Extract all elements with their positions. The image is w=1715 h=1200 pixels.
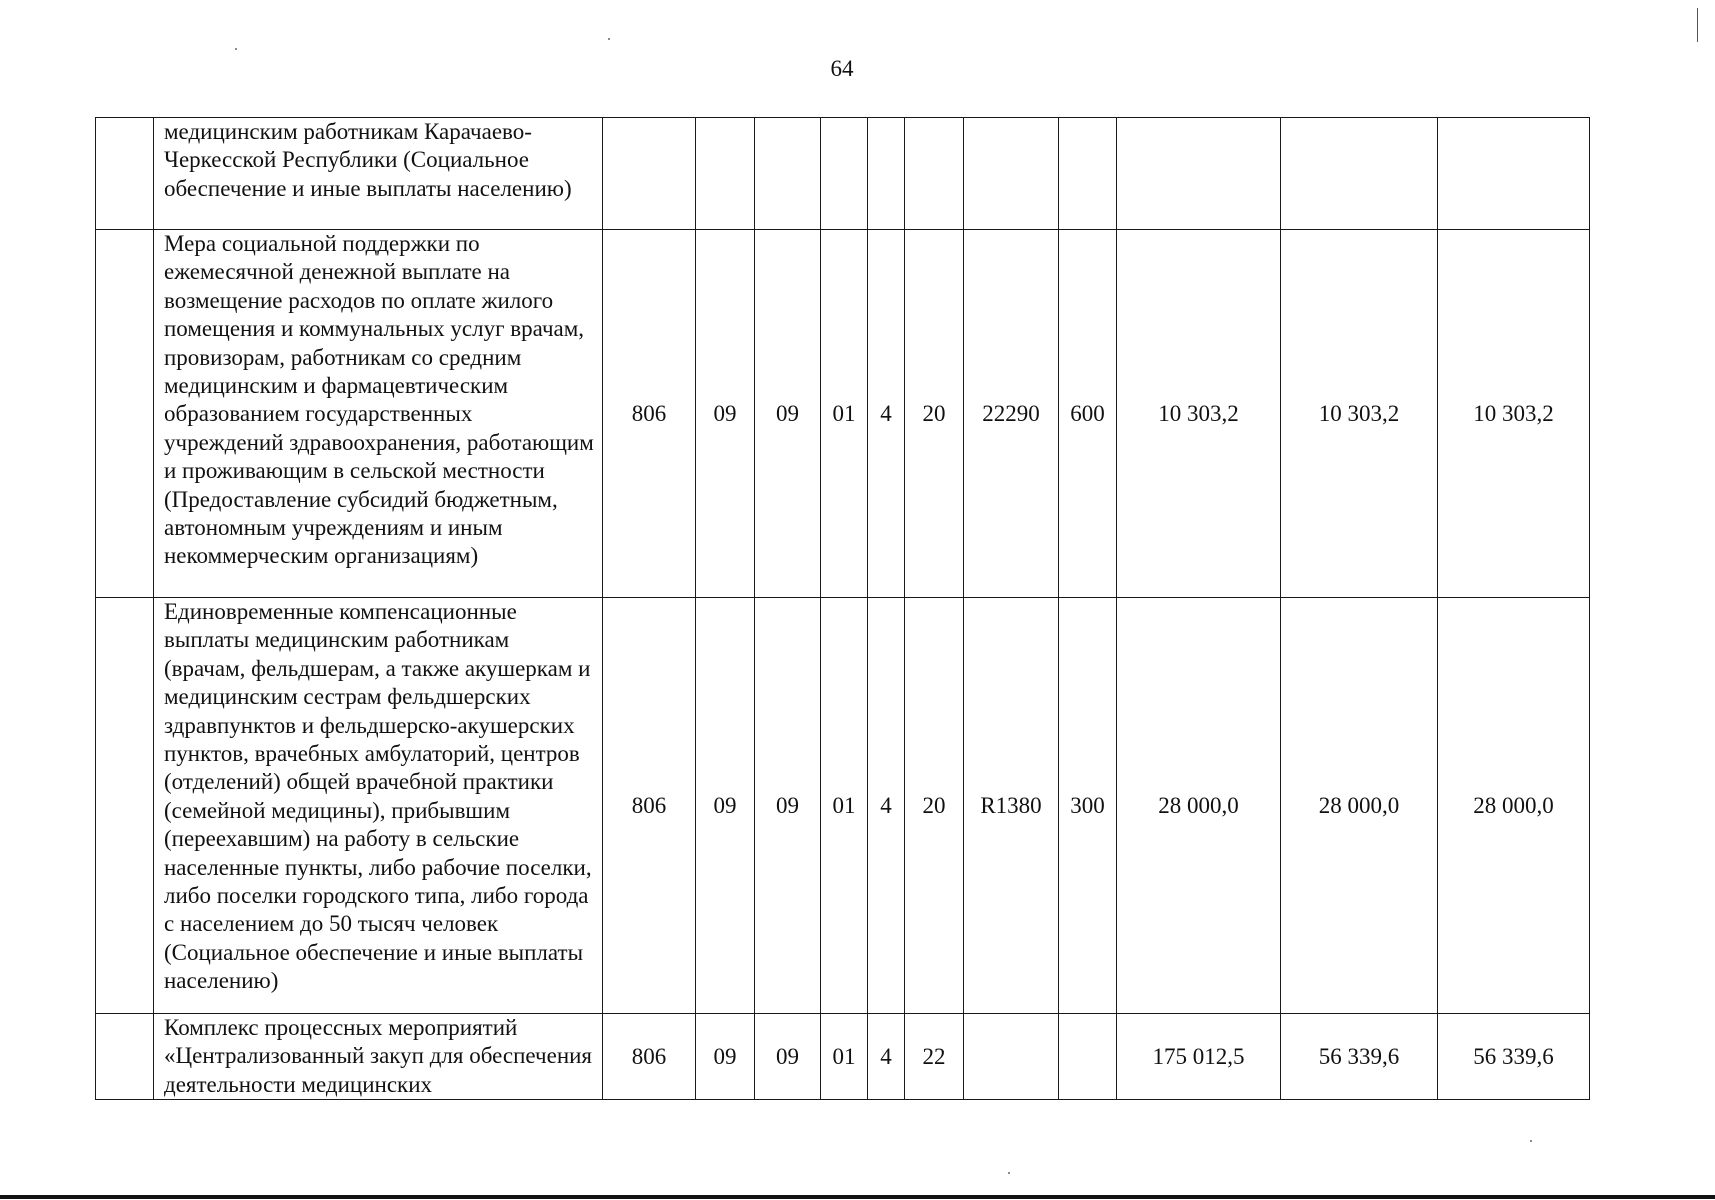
row-number-cell [96,118,154,230]
subsection-cell [755,118,821,230]
direction-code-cell: 22290 [964,230,1059,598]
ministry-code-cell: 806 [603,598,696,1014]
program-type-cell: 4 [868,230,905,598]
program-type-cell [868,118,905,230]
amount-year-1-cell: 10 303,2 [1117,230,1281,598]
amount-year-2-cell: 10 303,2 [1281,230,1438,598]
amount-year-2-cell: 28 000,0 [1281,598,1438,1014]
scan-speck [235,48,237,50]
program-cell [821,118,868,230]
program-cell: 01 [821,598,868,1014]
direction-code-cell: R1380 [964,598,1059,1014]
row-number-cell [96,230,154,598]
description-cell: медицинским работникам Карачаево-Черкесской Республики (Социальное обеспечение и иные выплаты населению) [154,118,603,230]
subprogram-cell: 20 [905,598,964,1014]
table-row [96,1014,1590,1100]
expense-type-cell [1059,1014,1117,1100]
subprogram-cell: 20 [905,230,964,598]
page-number: 64 [830,56,854,81]
direction-code-cell [964,1014,1059,1100]
amount-year-1-cell [1117,118,1281,230]
section-cell: 09 [696,598,755,1014]
amount-year-3-cell: 28 000,0 [1438,598,1590,1014]
program-cell: 01 [821,1014,868,1100]
description-cell: Комплекс процессных мероприятий «Централизованный закуп для обеспечения деятельности медицинских [154,1014,603,1100]
description-cell: Единовременные компенсационные выплаты медицинским работникам (врачам, фельдшерам, а также акушеркам и медицинским сестрам фельдшерских здравпунктов и фельдшерско-акушерских пунктов, врачебных амбулаторий, центров (отделений) общей врачебной практики (семейной медицины), прибывшим (переехавшим) на работу в сельские населенные пункты, либо рабочие поселки, либо поселки городского типа, либо города с населением до 50 тысяч человек (Социальное обеспечение и иные выплаты населению) [154,598,603,1014]
expense-type-cell [1059,118,1117,230]
amount-year-2-cell [1281,118,1438,230]
expense-type-cell: 600 [1059,230,1117,598]
row-number-cell [96,1014,154,1100]
scan-speck [1008,1172,1010,1174]
scan-speck [1530,1140,1532,1142]
amount-year-3-cell: 10 303,2 [1438,230,1590,598]
description-cell: Мера социальной поддержки по ежемесячной денежной выплате на возмещение расходов по оплате жилого помещения и коммунальных услуг врачам, провизорам, работникам со средним медицинским и фармацевтическим образованием государственных учреждений здравоохранения, работающим и проживающим в сельской местности (Предоставление субсидий бюджетным, автономным учреждениям и иным некоммерческим организациям) [154,230,603,598]
amount-year-2-cell: 56 339,6 [1281,1014,1438,1100]
ministry-code-cell: 806 [603,230,696,598]
section-cell: 09 [696,1014,755,1100]
table-row [96,118,1590,230]
amount-year-3-cell: 56 339,6 [1438,1014,1590,1100]
subsection-cell: 09 [755,230,821,598]
expense-type-cell: 300 [1059,598,1117,1014]
amount-year-1-cell: 175 012,5 [1117,1014,1281,1100]
ministry-code-cell: 806 [603,1014,696,1100]
ministry-code-cell [603,118,696,230]
program-type-cell: 4 [868,598,905,1014]
program-cell: 01 [821,230,868,598]
section-cell [696,118,755,230]
section-cell: 09 [696,230,755,598]
budget-table [95,117,1590,1100]
table-row [96,230,1590,598]
amount-year-1-cell: 28 000,0 [1117,598,1281,1014]
subsection-cell: 09 [755,1014,821,1100]
subprogram-cell [905,118,964,230]
scan-margin-mark [1697,8,1698,42]
subsection-cell: 09 [755,598,821,1014]
table-row [96,598,1590,1014]
amount-year-3-cell [1438,118,1590,230]
subprogram-cell: 22 [905,1014,964,1100]
program-type-cell: 4 [868,1014,905,1100]
row-number-cell [96,598,154,1014]
scan-speck [608,38,610,40]
page-bottom-rule [0,1195,1715,1199]
direction-code-cell [964,118,1059,230]
